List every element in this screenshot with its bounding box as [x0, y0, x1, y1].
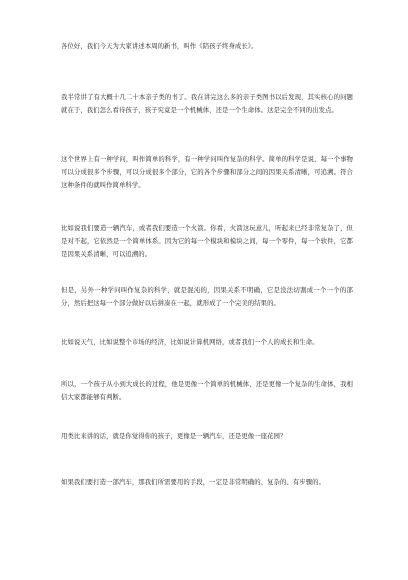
paragraph-child-growth: 所以，一个孩子从小到大成长的过程，他是更像一个简单的机械体，还是更像一个复杂的生命体，我相信大家都能够有判断。 — [61, 380, 353, 401]
paragraph-simple-science: 这个世界上有一种学问，叫作简单的科学，有一种学问叫作复杂的科学。简单的科学是说，每一个事物可以分成很多个步骤，可以分成很多个部分，它的各个步骤和部分之间的因果关系清晰，可追溯。符合这种条件的就叫作简单科学。 — [61, 155, 353, 189]
paragraph-car-rocket-example: 比如说我们要造一辆汽车，或者我们要造一个火箭。你看，火箭这玩意儿，听起来已经非常复杂了，但是对不起，它依然是一个简单体系。因为它的每一个模块和模块之间，每一个零件，每一个软件，它都是因果关系清晰，可以追溯的。 — [61, 224, 353, 258]
paragraph-intro: 各位好，我们今天为大家讲述本周的新书，叫作《陪孩子终身成长》。 — [61, 42, 258, 50]
paragraph-complex-examples: 比如说天气，比如说整个市场的经济，比如说计算机网络，或者我们一个人的成长和生命。 — [61, 338, 319, 346]
paragraph-car-or-garden: 用类比来讲的话，就是你觉得你的孩子，更像是一辆汽车，还是更像一座花园？ — [61, 432, 287, 440]
paragraph-building-a-car: 如果我们要打造一部汽车，那我们所需要用的手段，一定是非常明确的、复杂的、有步骤的。 — [61, 478, 326, 486]
paragraph-complex-science: 但是，另外一种学问叫作复杂的科学，就是混沌的，因果关系不明确，它是没法切割成一个一个的部分，然后把这每一个部分做好以后拼凑在一起，就形成了一个完美的结果的。 — [61, 286, 353, 307]
paragraph-core-question: 我半常讲了有大概十几二十本亲子类的书了。我在讲完这么多的亲子类图书以后发现，其实核心的问题就在于，我们怎么看待孩子，孩子究竟是一个机械体，还是一个生命体。这是完全不同的出发点。 — [61, 93, 353, 114]
